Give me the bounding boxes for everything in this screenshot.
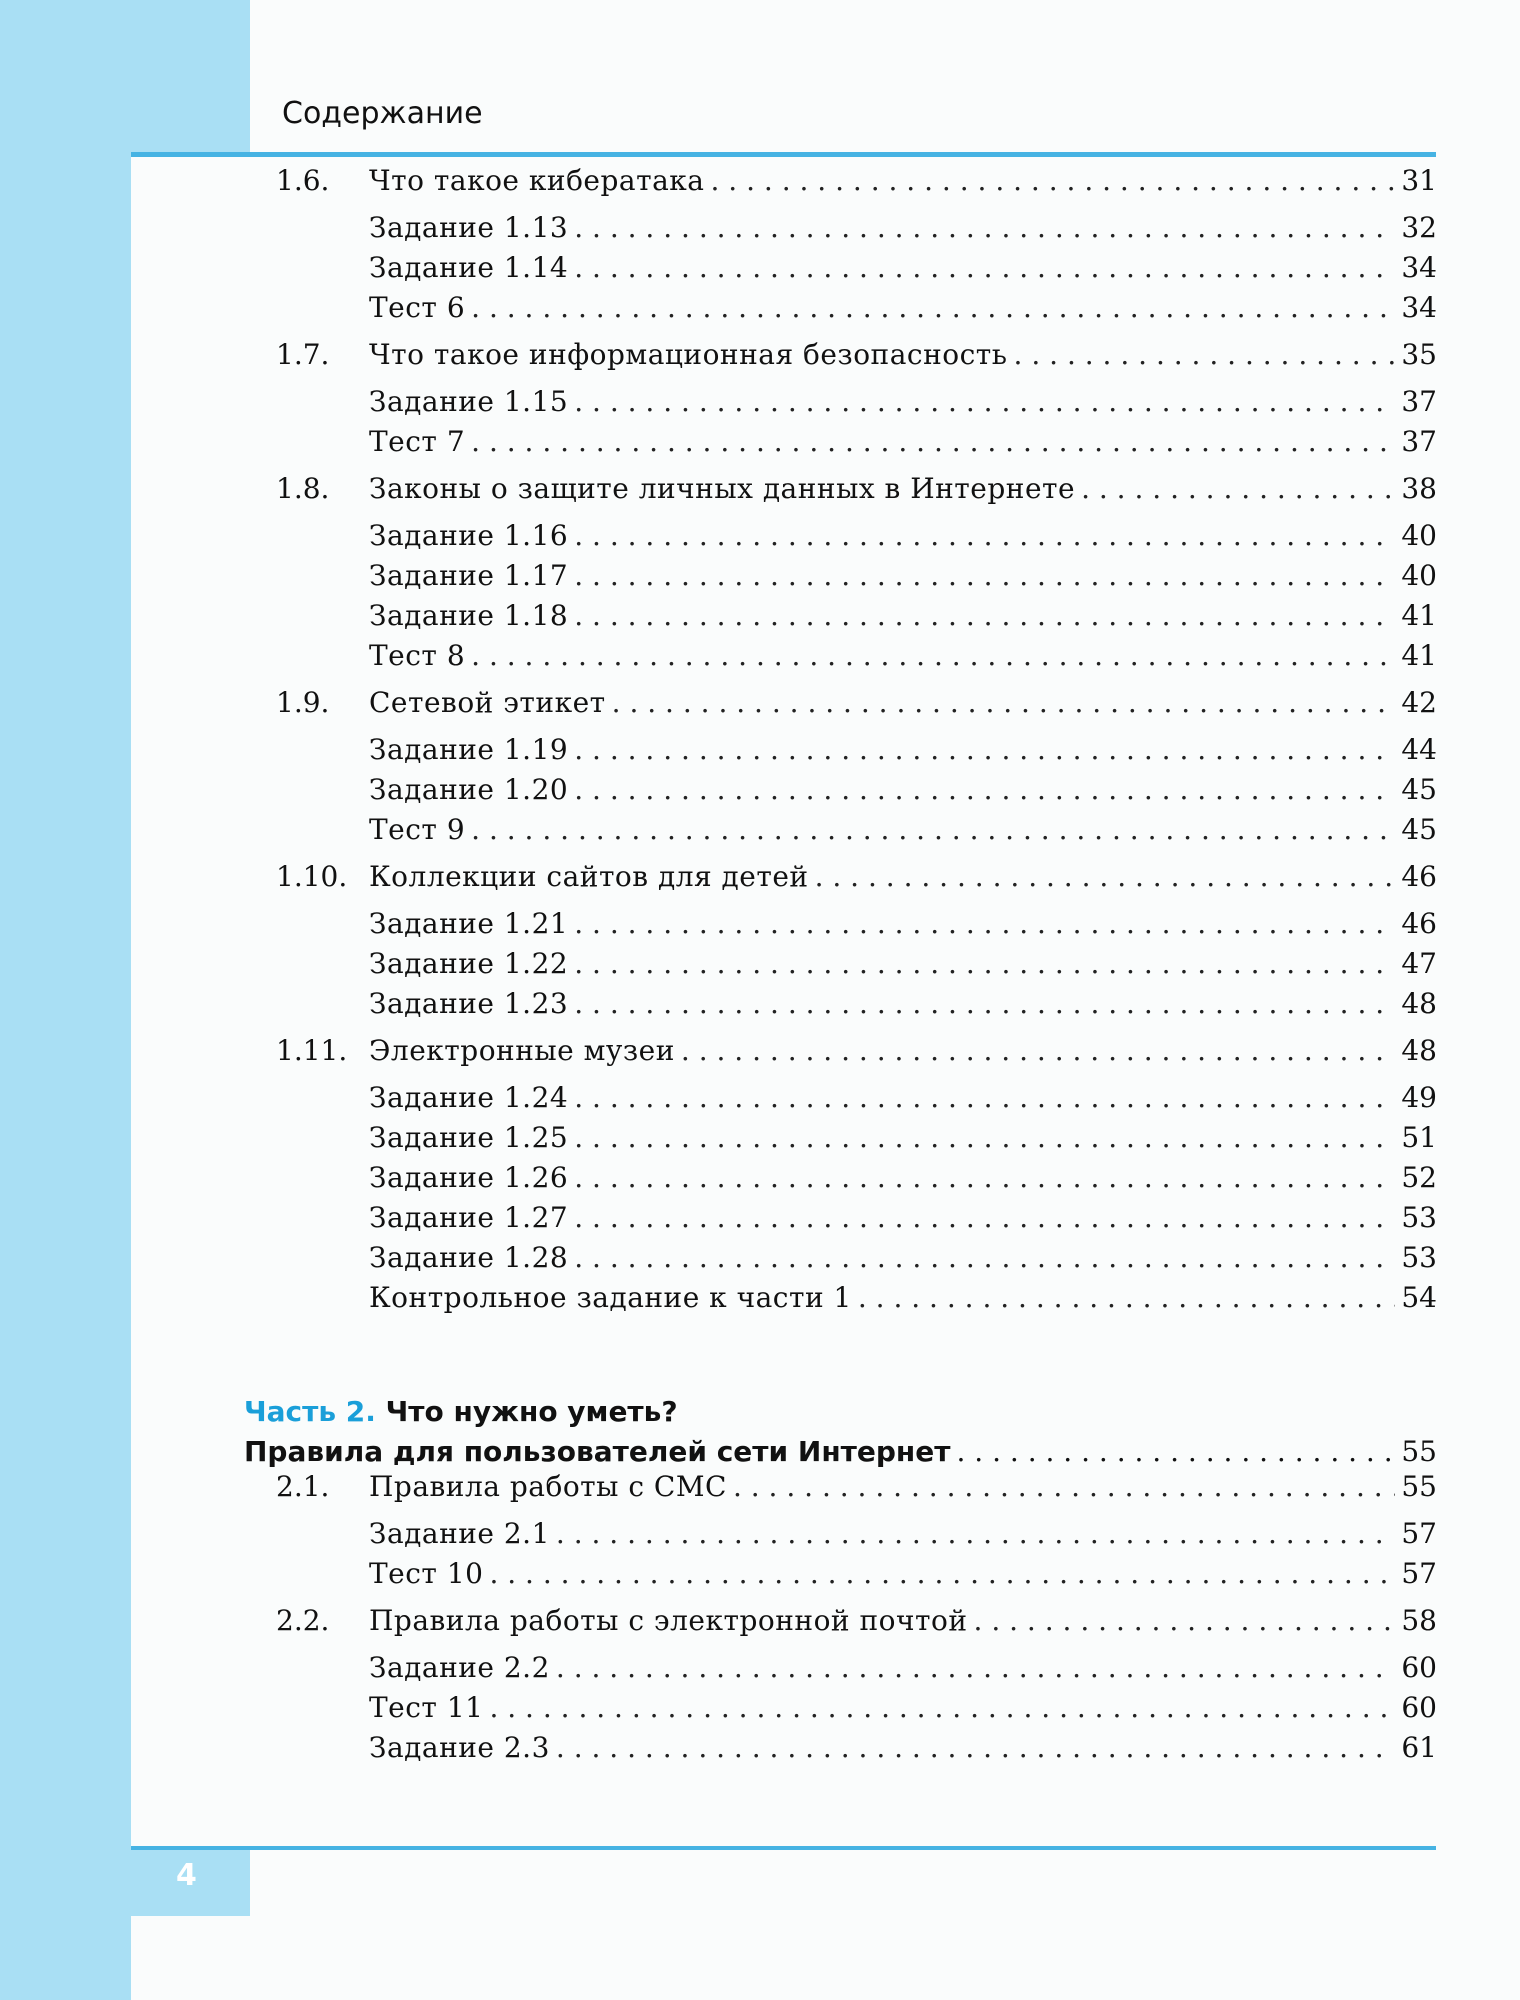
toc-entry-label: Правила работы с электронной почтой [369,1604,968,1637]
toc-page-number: 49 [1401,1081,1437,1114]
dot-leader [681,1031,1395,1071]
toc-page-number: 58 [1401,1604,1437,1637]
toc-entry-row [0,208,1440,248]
toc-page-number: 34 [1401,251,1437,284]
toc-page-number: 44 [1401,733,1437,766]
dot-leader [574,904,1395,944]
dot-leader [574,944,1395,984]
toc-entry-label: Тест 7 [369,425,466,458]
toc-section-row [0,683,1440,723]
dot-leader [574,1238,1395,1278]
toc-entry-label: Задание 1.15 [369,385,569,418]
toc-section-row [0,1601,1440,1641]
toc-section-number: 1.7. [276,338,330,371]
toc-page-number: 46 [1401,860,1437,893]
toc-page-number: 47 [1401,947,1437,980]
toc-entry-label: Законы о защите личных данных в Интернете [369,472,1076,505]
dot-leader [974,1601,1396,1641]
toc-entry-label: Что такое кибератака [369,164,705,197]
part-label: Часть 2. [244,1395,376,1428]
dot-leader [574,1078,1395,1118]
toc-section-number: 1.8. [276,472,330,505]
dot-leader [471,810,1395,850]
toc-page-number: 34 [1401,291,1437,324]
dot-leader [574,596,1395,636]
toc-entry-row [0,516,1440,556]
toc-entry-label: Контрольное задание к части 1 [369,1281,852,1314]
toc-section-row [0,1467,1440,1507]
dot-leader [733,1467,1395,1507]
dot-leader [612,683,1396,723]
toc-page-number: 60 [1401,1691,1437,1724]
toc-page-number: 46 [1401,907,1437,940]
dot-leader [574,1118,1395,1158]
dot-leader [556,1514,1395,1554]
part-page-number: 55 [1401,1435,1437,1468]
dot-leader [574,730,1395,770]
toc-section-row [0,857,1440,897]
toc-page-number: 54 [1401,1281,1437,1314]
toc-entry-row [0,1648,1440,1688]
toc-entry-label: Задание 1.26 [369,1161,569,1194]
toc-entry-label: Задание 1.19 [369,733,569,766]
toc-page-number: 51 [1401,1121,1437,1154]
dot-leader [556,1728,1395,1768]
toc-entry-row [0,1238,1440,1278]
part-title-line1: Что нужно уметь? [385,1395,678,1428]
part-2-heading [244,1392,1440,1472]
dot-leader [489,1554,1395,1594]
toc-entry-row [0,1078,1440,1118]
toc-entry-label: Тест 10 [369,1557,484,1590]
toc-page-number: 40 [1401,559,1437,592]
toc-section-number: 1.10. [276,860,348,893]
toc-entry-label: Задание 1.20 [369,773,569,806]
dot-leader [489,1688,1395,1728]
toc-entry-label: Задание 1.13 [369,211,569,244]
toc-entry-label: Тест 9 [369,813,466,846]
toc-entry-label: Задание 1.28 [369,1241,569,1274]
toc-entry-row [0,1728,1440,1768]
toc-entry-label: Задание 1.17 [369,559,569,592]
dot-leader [471,288,1395,328]
toc-page-number: 40 [1401,519,1437,552]
toc-entry-label: Задание 2.2 [369,1651,550,1684]
toc-page-number: 37 [1401,425,1437,458]
part-title-line2: Правила для пользователей сети Интернет [244,1435,951,1468]
toc-entry-label: Задание 1.23 [369,987,569,1020]
toc-entry-label: Что такое информационная безопасность [369,338,1008,371]
toc-entry-label: Тест 6 [369,291,466,324]
toc-entry-label: Сетевой этикет [369,686,606,719]
toc-section-number: 2.1. [276,1470,330,1503]
toc-entry-row [0,984,1440,1024]
toc-entry-row [0,1118,1440,1158]
dot-leader [556,1648,1395,1688]
toc-page-number: 37 [1401,385,1437,418]
dot-leader [1014,335,1396,375]
toc-entry-label: Задание 1.16 [369,519,569,552]
dot-leader [574,208,1395,248]
toc-section-number: 1.9. [276,686,330,719]
dot-leader [574,556,1395,596]
toc-entry-label: Задание 2.3 [369,1731,550,1764]
toc-entry-label: Задание 1.14 [369,251,569,284]
toc-entry-row [0,596,1440,636]
toc-entry-row [0,636,1440,676]
dot-leader [957,1432,1396,1472]
dot-leader [574,1158,1395,1198]
toc-entry-row [0,944,1440,984]
toc-entry-row [0,248,1440,288]
toc-entry-label: Задание 2.1 [369,1517,550,1550]
toc-entry-row [0,288,1440,328]
page-number: 4 [176,1858,197,1893]
toc-page-number: 42 [1401,686,1437,719]
dot-leader [1081,469,1395,509]
toc-entry-label: Задание 1.18 [369,599,569,632]
dot-leader [574,770,1395,810]
toc-entry-label: Тест 11 [369,1691,484,1724]
toc-entry-row [0,770,1440,810]
toc-entry-label: Задание 1.24 [369,1081,569,1114]
toc-section-row [0,161,1440,201]
dot-leader [711,161,1396,201]
toc-page-number: 61 [1401,1731,1437,1764]
footer-rule [131,1846,1436,1850]
dot-leader [574,984,1395,1024]
toc-section-row [0,469,1440,509]
toc-entry-row [0,1514,1440,1554]
dot-leader [574,382,1395,422]
toc-entry-row [0,382,1440,422]
toc-page-number: 35 [1401,338,1437,371]
dot-leader [471,422,1395,462]
toc-page-number: 53 [1401,1201,1437,1234]
toc-section-number: 1.6. [276,164,330,197]
toc-page-number: 41 [1401,639,1437,672]
toc-section-row [0,335,1440,375]
toc-entry-row [0,730,1440,770]
dot-leader [815,857,1396,897]
dot-leader [574,516,1395,556]
toc-page-number: 55 [1401,1470,1437,1503]
toc-entry-row [0,1554,1440,1594]
toc-page-number: 45 [1401,813,1437,846]
toc-section-row [0,1031,1440,1071]
dot-leader [574,1198,1395,1238]
toc-page-number: 41 [1401,599,1437,632]
toc-entry-label: Задание 1.25 [369,1121,569,1154]
toc-entry-row [0,1688,1440,1728]
toc-entry-label: Правила работы с СМС [369,1470,727,1503]
toc-page-number: 32 [1401,211,1437,244]
toc-page-number: 57 [1401,1557,1437,1590]
toc-entry-label: Коллекции сайтов для детей [369,860,809,893]
toc-section-number: 2.2. [276,1604,330,1637]
toc-entry-label: Электронные музеи [369,1034,675,1067]
dot-leader [574,248,1395,288]
toc-entry-row [0,422,1440,462]
toc-entry-row [0,810,1440,850]
toc-page-number: 31 [1401,164,1437,197]
toc-entry-label: Тест 8 [369,639,466,672]
toc-page-number: 52 [1401,1161,1437,1194]
toc-page-number: 38 [1401,472,1437,505]
toc-section-number: 1.11. [276,1034,348,1067]
toc-page-number: 48 [1401,987,1437,1020]
toc-entry-row [0,1278,1440,1318]
toc-entry-row [0,556,1440,596]
toc-page-number: 57 [1401,1517,1437,1550]
page-header-title: Содержание [282,96,483,131]
toc-page-number: 48 [1401,1034,1437,1067]
toc-entry-row [0,1198,1440,1238]
dot-leader [858,1278,1396,1318]
toc-entry-label: Задание 1.27 [369,1201,569,1234]
toc-page-number: 53 [1401,1241,1437,1274]
toc-page-number: 60 [1401,1651,1437,1684]
toc-entry-row [0,904,1440,944]
toc-entry-label: Задание 1.22 [369,947,569,980]
toc-entry-label: Задание 1.21 [369,907,569,940]
toc-page-number: 45 [1401,773,1437,806]
toc-entry-row [0,1158,1440,1198]
dot-leader [471,636,1395,676]
